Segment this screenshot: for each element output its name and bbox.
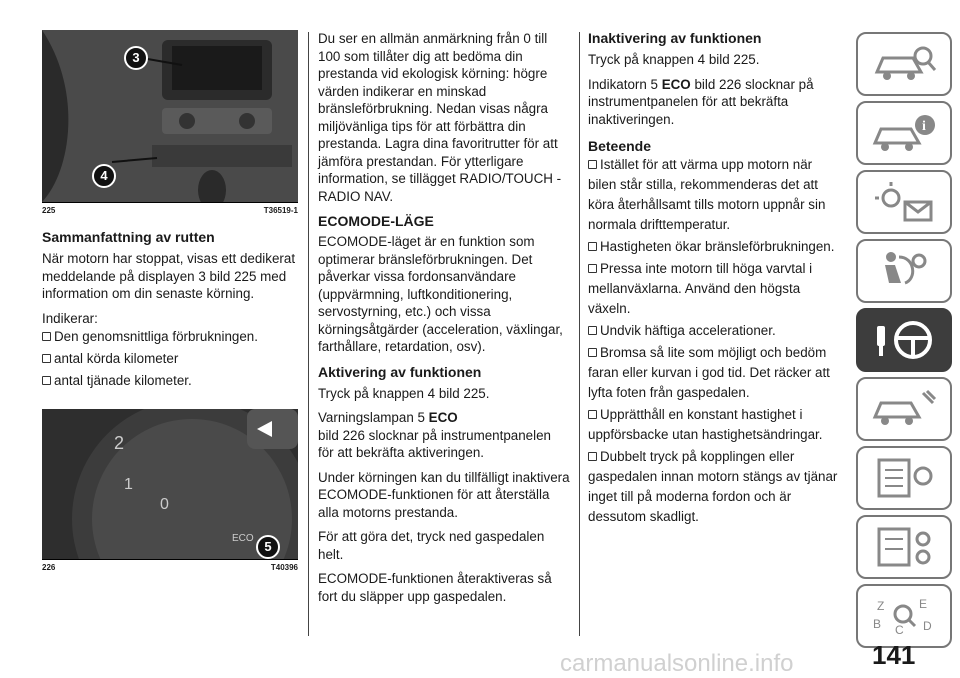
figure-number: 226 (42, 563, 56, 572)
column-divider (308, 32, 309, 636)
lights-mail-icon (869, 180, 939, 224)
tab-car-search[interactable] (856, 32, 952, 96)
column-divider (579, 32, 580, 636)
column-right (588, 30, 844, 529)
callout-4: 4 (92, 164, 116, 188)
tab-car-info[interactable] (856, 101, 952, 165)
paragraph: ECOMODE-läget är en funktion som optimerar bränsleförbrukningen. Det påverkar vissa fordonsanvändare (uppvärmning, luftkonditionering, servostyrning, etc.) och vissa körningsåtgärder (acceleration, växlingar, farthållare, retardation, osv). (318, 234, 563, 354)
section-heading: Sammanfattning av rutten (42, 229, 215, 245)
car-list-icon (869, 456, 939, 500)
list-item: antal tjänade kilometer. (42, 371, 298, 391)
paragraph: Varningslampan 5 ECO bild 226 slocknar på instrumentpanelen för att bekräfta aktiveringen. (318, 410, 551, 460)
tab-airbag-person[interactable] (856, 239, 952, 303)
figure-number: 225 (42, 206, 56, 215)
bullet-square-icon (588, 264, 597, 273)
paragraph: ECOMODE-funktionen återaktiveras så fort du släpper upp gaspedalen. (318, 571, 552, 604)
section-heading: Aktivering av funktionen (318, 363, 482, 380)
page-number: 141 (872, 640, 916, 670)
instrument-cluster-image (42, 409, 298, 559)
airbag-person-icon (869, 249, 939, 293)
car-settings-icon (869, 525, 939, 569)
tab-car-list[interactable] (856, 446, 952, 510)
figure-225-photo (42, 30, 298, 202)
chapter-tabs (856, 32, 956, 653)
car-tools-icon (869, 387, 939, 431)
list-item: Istället för att värma upp motorn när bilen står stilla, rekommenderas det att köra återhållsamt tills motorn uppnår sin normala drifttemperatur. (588, 157, 826, 232)
svg-text:E: E (919, 597, 928, 611)
bullet-square-icon (588, 326, 597, 335)
list-item: Den genomsnittliga förbrukningen. (42, 327, 298, 347)
figure-code: T40396 (270, 563, 298, 572)
paragraph: Under körningen kan du tillfälligt inaktivera ECOMODE-funktionen för att återställa alla motorns prestanda. (318, 469, 570, 520)
figure-225-caption (42, 202, 298, 215)
car-search-icon (869, 42, 939, 86)
list-item: antal körda kilometer (42, 349, 298, 369)
figure-226-caption (42, 559, 298, 572)
bullet-square-icon (588, 348, 597, 357)
key-steering-icon (869, 318, 939, 362)
column-middle (318, 30, 570, 612)
paragraph: Tryck på knappen 4 bild 225. (318, 385, 490, 401)
figure-code: T36519-1 (263, 206, 298, 215)
alphabet-index-icon (869, 594, 939, 638)
svg-text:i: i (922, 119, 926, 134)
bullet-square-icon (42, 376, 51, 385)
list-item: Pressa inte motorn till höga varvtal i mellanväxlarna. Använd den högsta växeln. (588, 261, 813, 316)
section-heading: ECOMODE-LÄGE (318, 213, 434, 229)
paragraph: Tryck på knappen 4 bild 225. (588, 52, 760, 67)
tab-car-settings[interactable] (856, 515, 952, 579)
section-heading: Beteende (588, 138, 652, 154)
svg-text:1: 1 (124, 476, 133, 493)
tab-alphabet-index[interactable] (856, 584, 952, 648)
list-item: Hastigheten ökar bränsleförbrukningen. (588, 237, 844, 257)
svg-text:D: D (923, 619, 932, 633)
figure-226-photo (42, 409, 298, 559)
list-item: Dubbelt tryck på kopplingen eller gaspedalen innan motorn stängs av tjänar inget till på moderna fordon och är dessutom skadligt. (588, 449, 838, 524)
dashboard-photo-image (42, 30, 298, 202)
list-item: Bromsa så lite som möjligt och bedöm faran eller kurvan i god tid. Det räcker att lyfta foten från gaspedalen. (588, 345, 830, 400)
paragraph: Indikatorn 5 ECO bild 226 slocknar på instrumentpanelen för att bekräfta inaktiveringen. (588, 76, 814, 127)
section-heading: Inaktivering av funktionen (588, 30, 762, 46)
svg-text:C: C (895, 623, 904, 637)
svg-text:Z: Z (877, 599, 885, 613)
bullet-square-icon (588, 452, 597, 461)
watermark: carmanualsonline.info (560, 650, 794, 677)
bullet-square-icon (588, 160, 597, 169)
paragraph: För att göra det, tryck ned gaspedalen helt. (318, 529, 545, 562)
car-info-icon (869, 111, 939, 155)
bullet-square-icon (588, 410, 597, 419)
svg-text:0: 0 (160, 496, 169, 513)
svg-text:2: 2 (114, 433, 125, 453)
bullet-square-icon (588, 242, 597, 251)
paragraph: När motorn har stoppat, visas ett dedikerat meddelande på displayen 3 bild 225 med information om din senaste körning. (42, 251, 296, 301)
column-left (42, 30, 298, 586)
svg-text:ECO: ECO (232, 533, 254, 544)
tab-car-tools[interactable] (856, 377, 952, 441)
bullet-square-icon (42, 332, 51, 341)
list-item: Undvik häftiga accelerationer. (588, 321, 844, 341)
callout-3: 3 (124, 46, 148, 70)
tab-key-steering[interactable] (856, 308, 952, 372)
tab-lights-mail[interactable] (856, 170, 952, 234)
paragraph: Du ser en allmän anmärkning från 0 till 100 som tillåter dig att bedöma din prestanda vid ekologisk körning: högre värden indikerar en minskad bränsleförbrukning. Nedan visas några miljövänliga tips för att förbättra din prestanda. Lagra dina favoritrutter för att jämföra prestandan. För ytterligare information, se tillägget RADIO/TOUCH - RADIO NAV. (318, 31, 562, 204)
svg-text:B: B (873, 617, 882, 631)
bullet-square-icon (42, 354, 51, 363)
list-item: Upprätthåll en konstant hastighet i uppförsbacke utan hastighetsändringar. (588, 407, 823, 442)
callout-5: 5 (256, 535, 280, 559)
paragraph: Indikerar: (42, 310, 98, 326)
